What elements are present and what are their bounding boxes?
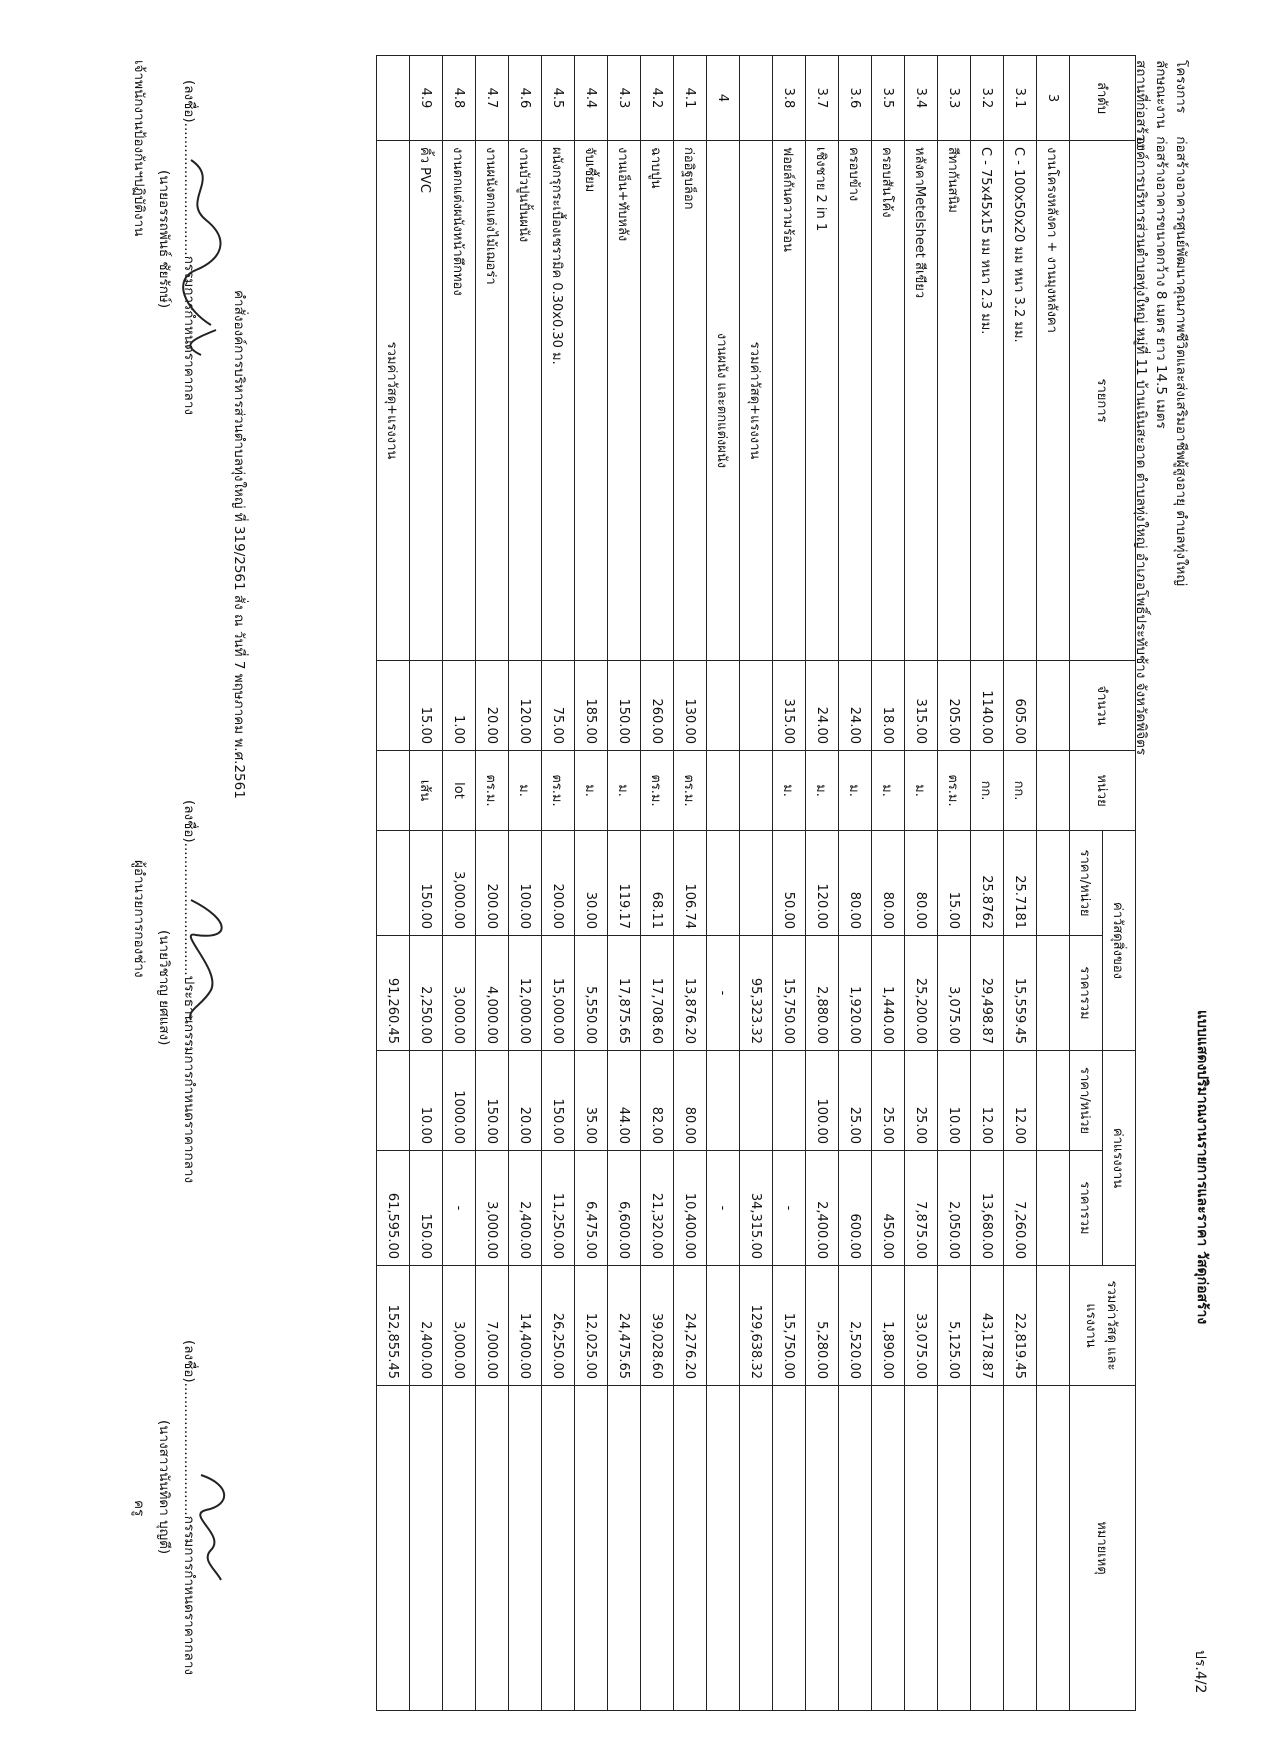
row-remark: [674, 1386, 707, 1711]
row-labor-unit-price: 150.00: [476, 1051, 509, 1151]
row-number: [740, 56, 773, 141]
row-unit: ม.: [575, 751, 608, 831]
row-material-amount: 1,920.00: [839, 936, 872, 1051]
row-item: งานบัวปูนปั้นผนัง: [509, 141, 542, 661]
header-material-cost: ค่าวัสดุสิ่งของ: [1103, 831, 1136, 1051]
row-labor-unit-price: 12.00: [1004, 1051, 1037, 1151]
row-remark: [1004, 1386, 1037, 1711]
row-unit: ม.: [806, 751, 839, 831]
row-number: 3.4: [905, 56, 938, 141]
row-unit: ม.: [872, 751, 905, 831]
header-no: ลำดับ: [1070, 56, 1136, 141]
row-number: 3.3: [938, 56, 971, 141]
row-material-amount: 3,000.00: [443, 936, 476, 1051]
row-total: 39,028.60: [641, 1266, 674, 1386]
row-labor-amount: -: [707, 1151, 740, 1266]
row-material-unit-price: 200.00: [542, 831, 575, 936]
row-total: 1,890.00: [872, 1266, 905, 1386]
table-row: [1004, 56, 1037, 1711]
row-remark: [872, 1386, 905, 1711]
row-number: 4.5: [542, 56, 575, 141]
table-row: [641, 56, 674, 1711]
signer-name-2: (นายวิชาญ ยศแสง): [156, 930, 172, 1046]
row-remark: [509, 1386, 542, 1711]
row-quantity: 1140.00: [971, 661, 1004, 751]
row-number: 3.2: [971, 56, 1004, 141]
row-unit: [377, 751, 410, 831]
row-total: 24,475.65: [608, 1266, 641, 1386]
row-quantity: 605.00: [1004, 661, 1037, 751]
row-material-unit-price: 15.00: [938, 831, 971, 936]
row-item: ก่ออิฐบล็อก: [674, 141, 707, 661]
row-item: งานตกแต่งผนังหน้าตึกทอง: [443, 141, 476, 661]
project-label: โครงการ: [1173, 60, 1189, 114]
row-material-amount: 12,000.00: [509, 936, 542, 1051]
row-labor-amount: 3,000.00: [476, 1151, 509, 1266]
work-type-line: [1151, 60, 1173, 429]
row-labor-amount: -: [773, 1151, 806, 1266]
row-remark: [839, 1386, 872, 1711]
row-labor-amount: 7,875.00: [905, 1151, 938, 1266]
row-number: 3.6: [839, 56, 872, 141]
work-type-value: ก่อสร้างอาคารขนาดกว้าง 8 เมตร ยาว 14.5 เมตร: [1153, 136, 1169, 429]
row-labor-unit-price: 10.00: [410, 1051, 443, 1151]
row-remark: [1037, 1386, 1070, 1711]
row-unit: ม.: [773, 751, 806, 831]
row-item: จับเซี้ยม: [575, 141, 608, 661]
table-row: [707, 56, 740, 1711]
row-remark: [641, 1386, 674, 1711]
row-total: 152,855.45: [377, 1266, 410, 1386]
table-row: [443, 56, 476, 1711]
row-material-unit-price: 30.00: [575, 831, 608, 936]
row-item: ผนังกรุกระเบื้องเซรามิค 0.30x0.30 ม.: [542, 141, 575, 661]
row-quantity: 150.00: [608, 661, 641, 751]
row-number: 4.4: [575, 56, 608, 141]
row-number: 4.3: [608, 56, 641, 141]
handwritten-signature-2: [171, 880, 241, 1030]
signer-role-2: ผู้อำนวยการกองช่าง: [131, 860, 147, 978]
document-title: แบบแสดงปริมาณงานรายการและราคา วัสดุก่อสร้าง: [1194, 1010, 1210, 1325]
row-material-amount: 91,260.45: [377, 936, 410, 1051]
table-row: [509, 56, 542, 1711]
row-labor-unit-price: 35.00: [575, 1051, 608, 1151]
row-labor-unit-price: [740, 1051, 773, 1151]
row-quantity: 18.00: [872, 661, 905, 751]
row-number: [377, 56, 410, 141]
row-material-unit-price: [377, 831, 410, 936]
row-number: 4.2: [641, 56, 674, 141]
signature-line-3: (ลงชื่อ)...............................กรรมการกำหนดราคากลาง: [181, 1340, 197, 1675]
row-unit: เส้น: [410, 751, 443, 831]
row-unit: ม.: [905, 751, 938, 831]
row-remark: [971, 1386, 1004, 1711]
row-material-unit-price: [1037, 831, 1070, 936]
row-number: 3.1: [1004, 56, 1037, 141]
header-labor-cost: ค่าแรงงาน: [1103, 1051, 1136, 1266]
row-item: ครอบสันโค้ง: [872, 141, 905, 661]
row-quantity: [740, 661, 773, 751]
row-total: 15,750.00: [773, 1266, 806, 1386]
row-number: 3.8: [773, 56, 806, 141]
row-number: 4.1: [674, 56, 707, 141]
project-value: ก่อสร้างอาคารศูนย์พัฒนาคุณภาพชีวิตและส่งเสริมอาชีพผู้สูงอายุ ตำบลทุ่งใหญ่: [1173, 136, 1189, 586]
row-item: ครอบข้าง: [839, 141, 872, 661]
row-total: 5,125.00: [938, 1266, 971, 1386]
row-labor-amount: 6,600.00: [608, 1151, 641, 1266]
signature-line-1: (ลงชื่อ)...............................กรรมการกำหนดราคากลาง: [181, 80, 197, 415]
signer-role-3: ครู: [131, 1500, 147, 1517]
row-material-unit-price: 68.11: [641, 831, 674, 936]
row-number: 4.9: [410, 56, 443, 141]
row-item: งานเอ็น+ทับหลัง: [608, 141, 641, 661]
subtotal-row: [377, 56, 410, 1711]
row-material-unit-price: 80.00: [905, 831, 938, 936]
row-material-amount: 3,075.00: [938, 936, 971, 1051]
row-labor-unit-price: 20.00: [509, 1051, 542, 1151]
row-unit: กก.: [1004, 751, 1037, 831]
row-unit: ตร.ม.: [938, 751, 971, 831]
row-unit: ม.: [509, 751, 542, 831]
table-row: [839, 56, 872, 1711]
project-line: [1171, 60, 1193, 586]
row-labor-unit-price: [773, 1051, 806, 1151]
row-quantity: [377, 661, 410, 751]
header-total: รวมค่าวัสดุ และแรงงาน: [1070, 1266, 1136, 1386]
handwritten-signature-1: [171, 150, 231, 360]
row-material-amount: 13,876.20: [674, 936, 707, 1051]
row-total: 2,400.00: [410, 1266, 443, 1386]
row-labor-unit-price: 10.00: [938, 1051, 971, 1151]
row-remark: [410, 1386, 443, 1711]
row-unit: ม.: [608, 751, 641, 831]
row-remark: [542, 1386, 575, 1711]
row-labor-amount: 450.00: [872, 1151, 905, 1266]
row-material-amount: 4,000.00: [476, 936, 509, 1051]
header-unit: หน่วย: [1070, 751, 1136, 831]
table-row: [608, 56, 641, 1711]
row-quantity: 315.00: [773, 661, 806, 751]
row-unit: [740, 751, 773, 831]
row-total: 33,075.00: [905, 1266, 938, 1386]
row-material-amount: 25,200.00: [905, 936, 938, 1051]
row-unit: lot: [443, 751, 476, 831]
row-material-amount: -: [707, 936, 740, 1051]
header-labor-amount: ราคารวม: [1070, 1151, 1103, 1266]
row-total: [707, 1266, 740, 1386]
row-quantity: 15.00: [410, 661, 443, 751]
row-number: 3.5: [872, 56, 905, 141]
row-number: 4.8: [443, 56, 476, 141]
row-item: งานโครงหลังคา + งานมุงหลังคา: [1037, 141, 1070, 661]
row-item: เชิงชาย 2 in 1: [806, 141, 839, 661]
row-material-unit-price: 120.00: [806, 831, 839, 936]
signature-line-2: (ลงชื่อ)...............................ประธานกรรมการกำหนดราคากลาง: [181, 800, 197, 1184]
row-unit: [707, 751, 740, 831]
row-material-amount: 29,498.87: [971, 936, 1004, 1051]
table-row: [806, 56, 839, 1711]
row-unit: ตร.ม.: [674, 751, 707, 831]
row-total: 3,000.00: [443, 1266, 476, 1386]
row-labor-amount: 34,315.00: [740, 1151, 773, 1266]
row-item: สีทากันสนิม: [938, 141, 971, 661]
row-labor-amount: 11,250.00: [542, 1151, 575, 1266]
order-note: คำสั่งองค์การบริหารส่วนตำบลทุ่งใหญ่ ที่ 319/2561 สั่ง ณ วันที่ 7 พฤษภาคม พ.ศ.2561: [231, 290, 247, 799]
row-unit: ตร.ม.: [542, 751, 575, 831]
table-header: [1070, 56, 1136, 1711]
row-material-amount: [1037, 936, 1070, 1051]
table-body: [377, 56, 1070, 1711]
row-labor-unit-price: 44.00: [608, 1051, 641, 1151]
header-qty: จำนวน: [1070, 661, 1136, 751]
page-number: ปร.4/2: [1192, 1650, 1208, 1694]
row-total: 26,250.00: [542, 1266, 575, 1386]
row-material-unit-price: 25.7181: [1004, 831, 1037, 936]
row-item: งานผนัง และตกแต่งผนัง: [707, 141, 740, 661]
row-unit: [1037, 751, 1070, 831]
row-remark: [806, 1386, 839, 1711]
row-material-amount: 2,250.00: [410, 936, 443, 1051]
row-labor-amount: 61,595.00: [377, 1151, 410, 1266]
row-material-amount: 5,550.00: [575, 936, 608, 1051]
row-material-unit-price: 3,000.00: [443, 831, 476, 936]
subtotal-row: [740, 56, 773, 1711]
row-total: 43,178.87: [971, 1266, 1004, 1386]
row-total: 5,280.00: [806, 1266, 839, 1386]
row-labor-amount: 21,320.00: [641, 1151, 674, 1266]
row-labor-amount: 13,680.00: [971, 1151, 1004, 1266]
row-total: 22,819.45: [1004, 1266, 1037, 1386]
row-labor-amount: [1037, 1151, 1070, 1266]
row-labor-unit-price: [377, 1051, 410, 1151]
row-quantity: 185.00: [575, 661, 608, 751]
row-quantity: [707, 661, 740, 751]
row-material-amount: 2,880.00: [806, 936, 839, 1051]
price-table-wrapper: [376, 55, 1136, 1710]
row-total: 129,638.32: [740, 1266, 773, 1386]
row-labor-amount: 2,050.00: [938, 1151, 971, 1266]
signer-role-1: เจ้าพนักงานป้องกันฯปฏิบัติงาน: [131, 60, 147, 237]
header-material-unit-price: ราคา/หน่วย: [1070, 831, 1103, 936]
row-item: ฉาบปูน: [641, 141, 674, 661]
row-labor-unit-price: [707, 1051, 740, 1151]
table-row: [938, 56, 971, 1711]
row-unit: ม.: [839, 751, 872, 831]
row-material-amount: 15,000.00: [542, 936, 575, 1051]
row-item: รวมค่าวัสดุ+แรงงาน: [377, 141, 410, 661]
work-type-label: ลักษณะงาน: [1153, 60, 1169, 129]
row-quantity: 120.00: [509, 661, 542, 751]
row-labor-amount: 600.00: [839, 1151, 872, 1266]
row-remark: [575, 1386, 608, 1711]
row-material-unit-price: [740, 831, 773, 936]
table-row: [773, 56, 806, 1711]
row-material-unit-price: 119.17: [608, 831, 641, 936]
header-item: รายการ: [1070, 141, 1136, 661]
row-remark: [476, 1386, 509, 1711]
row-labor-amount: 150.00: [410, 1151, 443, 1266]
location-label: สถานที่ก่อสร้าง: [1133, 60, 1149, 149]
row-labor-unit-price: 100.00: [806, 1051, 839, 1151]
row-total: 24,276.20: [674, 1266, 707, 1386]
header-labor-unit-price: ราคา/หน่วย: [1070, 1051, 1103, 1151]
table-row: [476, 56, 509, 1711]
price-table: [376, 55, 1136, 1711]
row-quantity: 24.00: [806, 661, 839, 751]
row-labor-amount: 7,260.00: [1004, 1151, 1037, 1266]
header-remark: หมายเหตุ: [1070, 1386, 1136, 1711]
row-item: C - 75x45x15 มม หนา 2.3 มม.: [971, 141, 1004, 661]
row-labor-amount: 6,475.00: [575, 1151, 608, 1266]
row-remark: [707, 1386, 740, 1711]
row-number: 3: [1037, 56, 1070, 141]
header-material-amount: ราคารวม: [1070, 936, 1103, 1051]
row-labor-amount: 2,400.00: [509, 1151, 542, 1266]
table-row: [674, 56, 707, 1711]
row-labor-amount: -: [443, 1151, 476, 1266]
row-labor-amount: 2,400.00: [806, 1151, 839, 1266]
row-quantity: 75.00: [542, 661, 575, 751]
row-item: ฟอยล์กันความร้อน: [773, 141, 806, 661]
location-value: องค์การบริหารส่วนตำบลทุ่งใหญ่ หมู่ที่ 11 บ้านเนินสะอาด ตำบลทุ่งใหญ่ อำเภอโพธิ์ประทับช้าง จังหวัดพิจิตร: [1133, 136, 1149, 756]
signer-name-3: (นางสาวนันทิดา บุญตี): [156, 1420, 172, 1555]
row-quantity: 260.00: [641, 661, 674, 751]
row-labor-amount: 10,400.00: [674, 1151, 707, 1266]
row-material-unit-price: 80.00: [872, 831, 905, 936]
row-material-unit-price: 150.00: [410, 831, 443, 936]
row-quantity: 205.00: [938, 661, 971, 751]
row-labor-unit-price: [1037, 1051, 1070, 1151]
row-unit: ตร.ม.: [476, 751, 509, 831]
row-quantity: 1.00: [443, 661, 476, 751]
row-item: คิ้ว PVC: [410, 141, 443, 661]
row-number: 3.7: [806, 56, 839, 141]
row-item: C - 100x50x20 มม หนา 3.2 มม.: [1004, 141, 1037, 661]
row-remark: [377, 1386, 410, 1711]
table-row: [575, 56, 608, 1711]
row-material-unit-price: [707, 831, 740, 936]
row-material-amount: 1,440.00: [872, 936, 905, 1051]
table-row: [1037, 56, 1070, 1711]
row-item: งานผนังตกแต่งไม้เฌอร่า: [476, 141, 509, 661]
row-labor-unit-price: 82.00: [641, 1051, 674, 1151]
row-number: 4: [707, 56, 740, 141]
row-remark: [773, 1386, 806, 1711]
row-quantity: 24.00: [839, 661, 872, 751]
row-labor-unit-price: 25.00: [839, 1051, 872, 1151]
table-row: [872, 56, 905, 1711]
row-material-unit-price: 50.00: [773, 831, 806, 936]
handwritten-signature-3: [176, 1460, 246, 1590]
signer-name-1: (นายอรรถพันธ์ ชัยรักษ์): [156, 170, 172, 309]
table-row: [905, 56, 938, 1711]
row-unit: ตร.ม.: [641, 751, 674, 831]
row-labor-unit-price: 12.00: [971, 1051, 1004, 1151]
row-unit: กก.: [971, 751, 1004, 831]
row-labor-unit-price: 150.00: [542, 1051, 575, 1151]
table-row: [410, 56, 443, 1711]
row-quantity: 130.00: [674, 661, 707, 751]
row-material-amount: 15,559.45: [1004, 936, 1037, 1051]
row-total: 7,000.00: [476, 1266, 509, 1386]
row-labor-unit-price: 80.00: [674, 1051, 707, 1151]
row-quantity: 315.00: [905, 661, 938, 751]
table-row: [542, 56, 575, 1711]
row-quantity: [1037, 661, 1070, 751]
row-item: รวมค่าวัสดุ+แรงงาน: [740, 141, 773, 661]
row-material-amount: 95,323.32: [740, 936, 773, 1051]
row-remark: [443, 1386, 476, 1711]
row-remark: [905, 1386, 938, 1711]
row-item: หลังคาMetelsheet สีเขียว: [905, 141, 938, 661]
row-quantity: 20.00: [476, 661, 509, 751]
row-material-unit-price: 106.74: [674, 831, 707, 936]
row-number: 4.6: [509, 56, 542, 141]
row-remark: [938, 1386, 971, 1711]
row-material-unit-price: 100.00: [509, 831, 542, 936]
table-row: [971, 56, 1004, 1711]
row-material-amount: 17,875.65: [608, 936, 641, 1051]
row-total: 12,025.00: [575, 1266, 608, 1386]
row-remark: [740, 1386, 773, 1711]
row-material-amount: 15,750.00: [773, 936, 806, 1051]
row-total: 14,400.00: [509, 1266, 542, 1386]
row-labor-unit-price: 25.00: [872, 1051, 905, 1151]
row-total: 2,520.00: [839, 1266, 872, 1386]
row-labor-unit-price: 25.00: [905, 1051, 938, 1151]
row-remark: [608, 1386, 641, 1711]
row-material-unit-price: 25.8762: [971, 831, 1004, 936]
row-number: 4.7: [476, 56, 509, 141]
row-material-unit-price: 200.00: [476, 831, 509, 936]
row-labor-unit-price: 1000.00: [443, 1051, 476, 1151]
row-total: [1037, 1266, 1070, 1386]
row-material-unit-price: 80.00: [839, 831, 872, 936]
row-material-amount: 17,708.60: [641, 936, 674, 1051]
